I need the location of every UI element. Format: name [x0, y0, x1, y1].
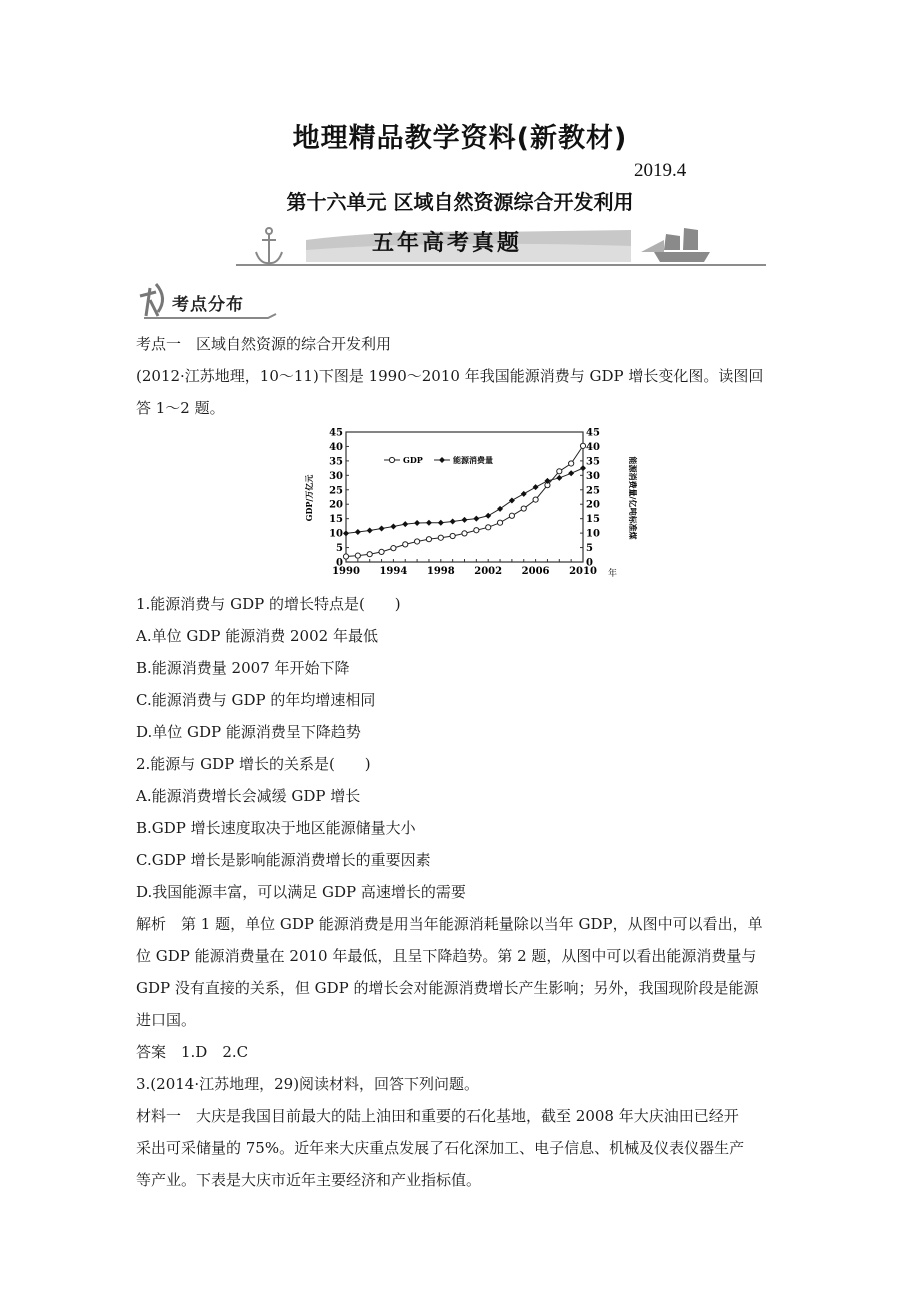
- banner-title: 五年高考真题: [372, 231, 523, 256]
- energy-point: [390, 523, 396, 529]
- answer-line: 答案 1.D 2.C: [136, 1043, 249, 1061]
- y-tick-label-right: 45: [586, 427, 600, 439]
- gdp-point: [557, 469, 562, 474]
- document-title: 地理精品教学资料(新教材): [292, 123, 628, 154]
- ship-icon: [641, 228, 710, 262]
- analysis-line: 位 GDP 能源消费量在 2010 年最低，且呈下降趋势。第 2 题，从图中可以看出能源消费量与: [136, 947, 757, 965]
- energy-point: [556, 475, 562, 481]
- y-tick-label-left: 45: [329, 427, 343, 439]
- legend-marker-gdp: [389, 457, 394, 462]
- y-tick-label-right: 40: [586, 441, 600, 453]
- gdp-point: [521, 506, 526, 511]
- legend-label-energy: 能源消费量: [453, 456, 493, 465]
- y-tick-label-right: 5: [586, 543, 593, 555]
- energy-point: [533, 484, 539, 490]
- gdp-point: [438, 535, 443, 540]
- gdp-point: [367, 552, 372, 557]
- y-tick-label-left: 20: [329, 499, 343, 511]
- gdp-point: [474, 528, 479, 533]
- question-1-option-d: D.单位 GDP 能源消费呈下降趋势: [136, 723, 361, 741]
- unit-title: 第十六单元 区域自然资源综合开发利用: [286, 190, 634, 214]
- question-1-option-b: B.能源消费量 2007 年开始下降: [136, 659, 350, 677]
- gdp-point: [497, 520, 502, 525]
- x-tick-label: 2010: [569, 566, 597, 577]
- gdp-point: [569, 461, 574, 466]
- energy-point: [473, 516, 479, 522]
- analysis-line: 解析 第 1 题，单位 GDP 能源消费是用当年能源消耗量除以当年 GDP，从图中可以看出，单: [136, 915, 763, 933]
- gdp-point: [415, 539, 420, 544]
- plot-frame: [346, 432, 583, 562]
- y-tick-label-right: 0: [586, 557, 593, 569]
- question-1-stem: 1.能源消费与 GDP 的增长特点是( ): [136, 595, 401, 613]
- energy-point: [379, 525, 385, 531]
- energy-point: [426, 520, 432, 526]
- analysis-line: 进口国。: [136, 1011, 197, 1029]
- energy-point: [450, 519, 456, 525]
- energy-point: [438, 520, 444, 526]
- y-tick-label-left: 15: [329, 514, 343, 526]
- gdp-point: [391, 546, 396, 551]
- legend-marker-energy: [439, 457, 445, 463]
- y-tick-label-right: 25: [586, 485, 600, 497]
- legend: [384, 455, 493, 465]
- x-tick-label: 2006: [521, 566, 550, 577]
- y-tick-label-left: 25: [329, 485, 343, 497]
- question-2-option-d: D.我国能源丰富，可以满足 GDP 高速增长的需要: [136, 883, 466, 901]
- anchor-icon: [256, 228, 282, 263]
- energy-point: [462, 517, 468, 523]
- gdp-point: [450, 533, 455, 538]
- question-2-stem: 2.能源与 GDP 增长的关系是( ): [136, 755, 371, 773]
- gdp-point: [403, 542, 408, 547]
- energy-point: [343, 530, 349, 536]
- y-tick-label-left: 35: [329, 456, 343, 468]
- energy-point: [497, 506, 503, 512]
- intro-line: 答 1～2 题。: [136, 399, 225, 417]
- y-tick-label-left: 5: [336, 543, 343, 555]
- section-heading: 考点分布: [172, 295, 244, 315]
- legend-label-gdp: GDP: [403, 455, 423, 465]
- topic-heading: 考点一 区域自然资源的综合开发利用: [136, 335, 392, 353]
- question-2-option-c: C.GDP 增长是影响能源消费增长的重要因素: [136, 851, 431, 869]
- material-line: 采出可采储量的 75%。近年来大庆重点发展了石化深加工、电子信息、机械及仪表仪器生产: [136, 1139, 745, 1157]
- y-tick-label-left: 30: [329, 470, 343, 482]
- gdp-point: [580, 443, 585, 448]
- gdp-point: [343, 554, 348, 559]
- y-axis-label-right: 能源消费量/亿吨标准煤: [628, 456, 637, 540]
- question-2-option-a: A.能源消费增长会减缓 GDP 增长: [136, 787, 361, 805]
- gdp-point: [355, 553, 360, 558]
- x-tick-label: 2002: [474, 566, 503, 577]
- gdp-point: [462, 531, 467, 536]
- y-tick-label-left: 40: [329, 441, 343, 453]
- x-axis-unit: 年: [608, 569, 618, 579]
- gdp-point: [426, 537, 431, 542]
- question-2-option-b: B.GDP 增长速度取决于地区能源储量大小: [136, 819, 416, 837]
- document-date: 2019.4: [634, 160, 687, 181]
- y-tick-label-right: 30: [586, 470, 600, 482]
- gdp-point: [509, 513, 514, 518]
- gdp-point: [486, 525, 491, 530]
- y-tick-label-right: 15: [586, 514, 600, 526]
- energy-point: [402, 521, 408, 527]
- gdp-point: [533, 497, 538, 502]
- y-tick-label-right: 20: [586, 499, 600, 511]
- energy-point: [414, 520, 420, 526]
- energy-point: [485, 513, 491, 519]
- y-tick-label-right: 35: [586, 456, 600, 468]
- question-3-stem: 3.(2014·江苏地理，29)阅读材料，回答下列问题。: [136, 1075, 480, 1093]
- x-tick-label: 1990: [332, 566, 360, 577]
- question-1-option-c: C.能源消费与 GDP 的年均增速相同: [136, 691, 376, 709]
- energy-point: [355, 529, 361, 535]
- energy-point: [509, 497, 515, 503]
- energy-point: [521, 491, 527, 497]
- gdp-point: [379, 549, 384, 554]
- energy-gdp-chart: [290, 420, 670, 590]
- y-tick-label-left: 0: [336, 557, 343, 569]
- material-line: 材料一 大庆是我国目前最大的陆上油田和重要的石化基地，截至 2008 年大庆油田已经开: [136, 1107, 739, 1125]
- energy-point: [367, 528, 373, 534]
- y-axis-label-left: GDP/万亿元: [304, 474, 314, 522]
- y-tick-label-left: 10: [329, 528, 343, 540]
- question-1-option-a: A.单位 GDP 能源消费 2002 年最低: [136, 627, 378, 645]
- x-tick-label: 1994: [379, 566, 408, 577]
- analysis-line: GDP 没有直接的关系，但 GDP 的增长会对能源消费增长产生影响；另外，我国现阶段是能源: [136, 979, 759, 997]
- intro-line: (2012·江苏地理，10～11)下图是 1990～2010 年我国能源消费与 GDP 增长变化图。读图回: [136, 367, 764, 385]
- material-line: 等产业。下表是大庆市近年主要经济和产业指标值。: [136, 1171, 482, 1189]
- x-tick-label: 1998: [426, 566, 455, 577]
- archer-icon: [140, 284, 163, 316]
- energy-point: [568, 470, 574, 476]
- y-tick-label-right: 10: [586, 528, 600, 540]
